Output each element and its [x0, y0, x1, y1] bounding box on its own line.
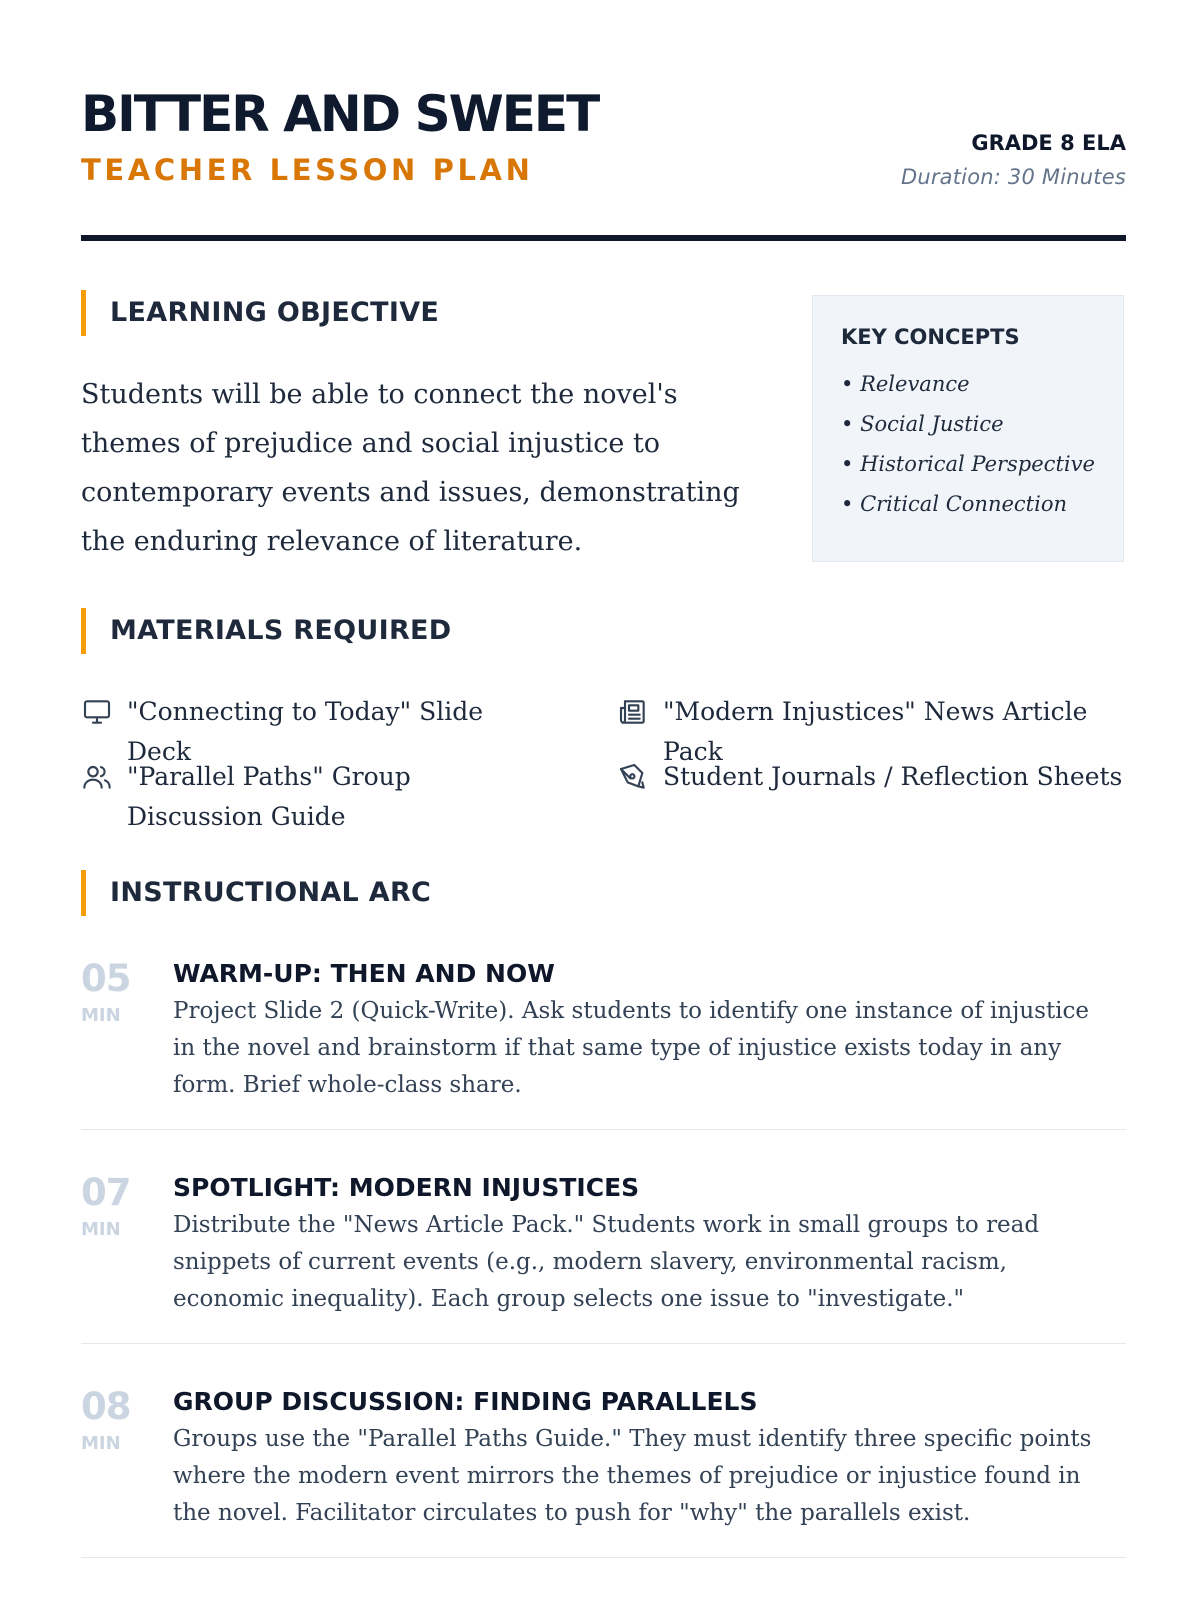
- step-title: WARM-UP: THEN AND NOW: [173, 959, 555, 988]
- step-minutes: 07: [81, 1171, 131, 1214]
- lesson-plan-page: [81, 0, 1126, 1600]
- step-divider: [81, 1557, 1126, 1558]
- step-minutes: 05: [81, 957, 131, 1000]
- key-concept-item: • Social Justice: [841, 404, 1123, 444]
- step-title: GROUP DISCUSSION: FINDING PARALLELS: [173, 1387, 758, 1416]
- step-minutes-unit: MIN: [81, 1219, 121, 1240]
- step-divider: [81, 1343, 1126, 1344]
- key-concept-item: • Critical Connection: [841, 484, 1123, 524]
- material-item: [81, 757, 551, 837]
- learning-objective-text: Students will be able to connect the novel's themes of prejudice and social injustice to contemporary events and issues, demonstrating the enduring relevance of literature.: [81, 379, 740, 557]
- step-title: SPOTLIGHT: MODERN INJUSTICES: [173, 1173, 640, 1202]
- learning-objective-heading: LEARNING OBJECTIVE: [81, 290, 439, 336]
- step-description: Groups use the "Parallel Paths Guide." They must identify three specific points where the modern event mirrors the themes of prejudice or injustice found in the novel. Facilitator circulates to push for "why" the parallels exist.: [173, 1426, 1092, 1526]
- step-description: Project Slide 2 (Quick-Write). Ask students to identify one instance of injustice in the novel and brainstorm if that same type of injustice exists today in any form. Brief whole-class share.: [173, 998, 1090, 1098]
- users-icon: [81, 761, 113, 793]
- material-label: "Modern Injustices" News Article Pack: [663, 697, 1088, 766]
- page-subtitle: TEACHER LESSON PLAN: [81, 153, 534, 187]
- grade-label: GRADE 8 ELA: [971, 131, 1126, 155]
- pen-tool-icon: [617, 761, 649, 793]
- material-label: "Parallel Paths" Group Discussion Guide: [127, 762, 411, 831]
- instructional-arc-heading: INSTRUCTIONAL ARC: [81, 870, 431, 916]
- step-description: Distribute the "News Article Pack." Students work in small groups to read snippets of current events (e.g., modern slavery, environmental racism, economic inequality). Each group selects one issue to "investigate.": [173, 1212, 1040, 1312]
- key-concepts-heading: KEY CONCEPTS: [841, 325, 1020, 349]
- page-title: BITTER AND SWEET: [81, 85, 599, 143]
- newspaper-icon: [617, 696, 649, 728]
- monitor-icon: [81, 696, 113, 728]
- materials-heading: MATERIALS REQUIRED: [81, 608, 452, 654]
- material-label: Student Journals / Reflection Sheets: [663, 762, 1123, 791]
- step-minutes-unit: MIN: [81, 1433, 121, 1454]
- key-concepts-panel: [812, 295, 1124, 562]
- step-minutes: 08: [81, 1385, 131, 1428]
- step-minutes-unit: MIN: [81, 1005, 121, 1026]
- header-divider: [81, 235, 1126, 241]
- key-concept-item: • Historical Perspective: [841, 444, 1123, 484]
- key-concept-item: • Relevance: [841, 364, 1123, 404]
- material-item: [617, 757, 1126, 797]
- material-label: "Connecting to Today" Slide Deck: [127, 697, 483, 766]
- duration-label: Duration: 30 Minutes: [900, 165, 1126, 189]
- step-divider: [81, 1129, 1126, 1130]
